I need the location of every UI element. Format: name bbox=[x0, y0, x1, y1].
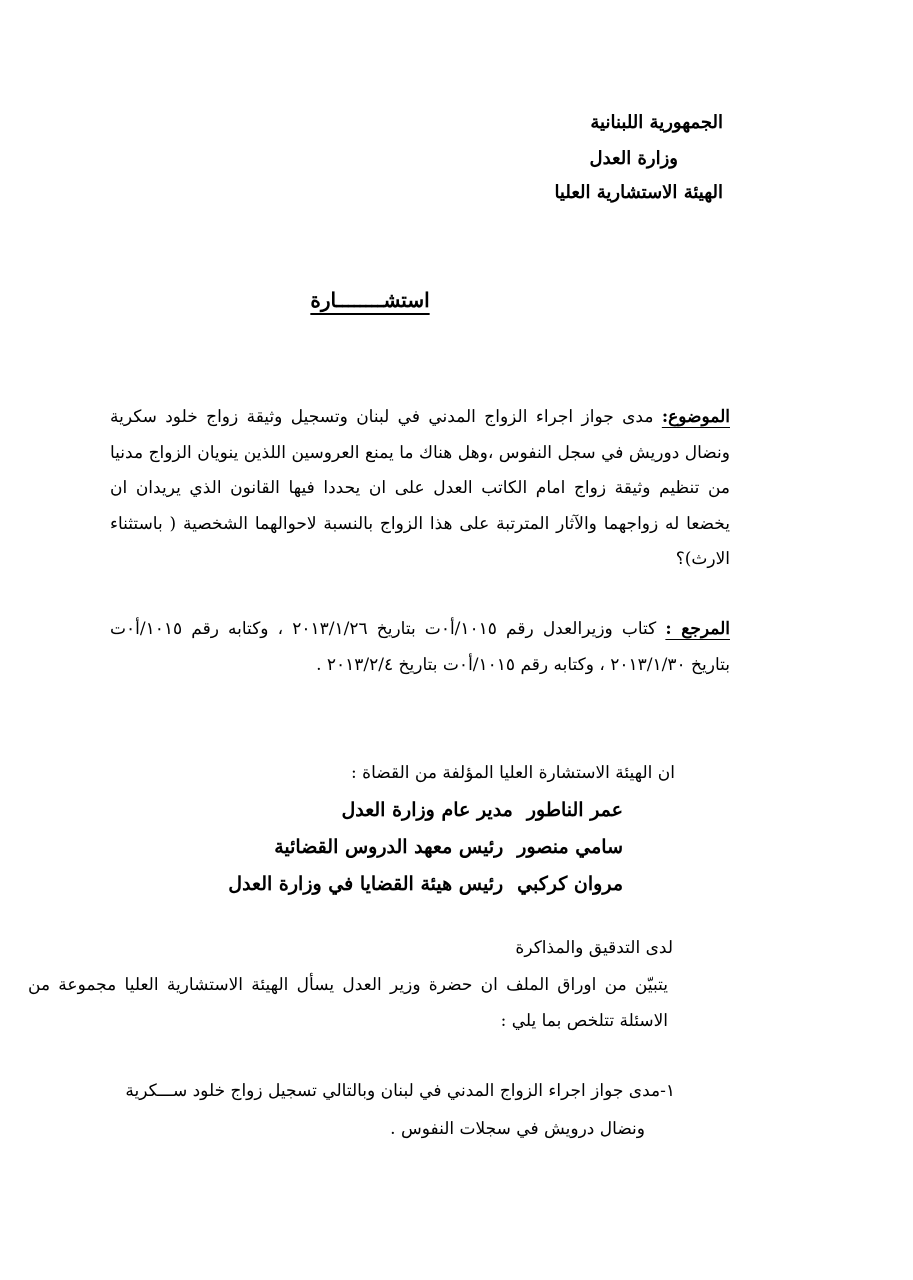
reference-paragraph bbox=[110, 612, 730, 683]
deliberation-paragraph: يتبيّن من اوراق الملف ان حضرة وزير العدل يسأل الهيئة الاستشارية العليا مجموعة من الاسئلة تتلخص بما يلي : bbox=[28, 975, 668, 1031]
member-role: مدير عام وزارة العدل bbox=[341, 799, 513, 821]
member-row bbox=[228, 873, 623, 895]
subject-label: الموضوع: bbox=[661, 407, 730, 427]
member-row bbox=[274, 836, 623, 858]
document-title: استشــــــــارة bbox=[310, 288, 430, 312]
question-item bbox=[125, 1080, 675, 1102]
member-name: سامي منصور bbox=[517, 836, 623, 858]
reference-label: المرجع : bbox=[665, 619, 730, 639]
member-name: عمر الناطور bbox=[526, 799, 623, 821]
question-number: ١- bbox=[660, 1081, 675, 1101]
member-role: رئيس معهد الدروس القضائية bbox=[274, 836, 504, 858]
member-role: رئيس هيئة القضايا في وزارة العدل bbox=[228, 873, 504, 895]
question-continuation: ونضال درويش في سجلات النفوس . bbox=[390, 1119, 645, 1139]
member-row bbox=[341, 799, 623, 821]
subject-text: مدى جواز اجراء الزواج المدني في لبنان وتسجيل وثيقة زواج خلود سكرية ونضال دوريش في سجل النفوس ،وهل هناك ما يمنع العروسين اللذين ينويان الزواج مدنيا من تنظيم وثيقة زواج امام الكاتب العدل على ان يحددا فيها القانون الذي يريدان ان يخضعا له زواجهما والآثار المترتبة على هذا الزواج بالنسبة لاحوالهما الشخصية ( باستثناء الارث)؟ bbox=[110, 407, 730, 569]
question-text: مدى جواز اجراء الزواج المدني في لبنان وبالتالي تسجيل زواج خلود ســـكرية bbox=[125, 1081, 661, 1101]
header-republic: الجمهورية اللبنانية bbox=[590, 112, 723, 133]
member-name: مروان كركبي bbox=[517, 873, 623, 895]
subject-paragraph bbox=[110, 400, 730, 578]
header-ministry: وزارة العدل bbox=[589, 148, 678, 169]
reference-text: كتاب وزيرالعدل رقم ١٠١٥/أ٠ت بتاريخ ٢٠١٣/١/٢٦ ، وكتابه رقم ١٠١٥/أ٠ت بتاريخ ٢٠١٣/١/٣٠ ، وكتابه رقم ١٠١٥/أ٠ت بتاريخ ٢٠١٣/٢/٤ . bbox=[110, 619, 730, 675]
deliberation-line: لدى التدقيق والمذاكرة bbox=[515, 938, 673, 958]
committee-intro: ان الهيئة الاستشارة العليا المؤلفة من القضاة : bbox=[351, 763, 675, 783]
header-committee: الهيئة الاستشارية العليا bbox=[554, 182, 723, 203]
